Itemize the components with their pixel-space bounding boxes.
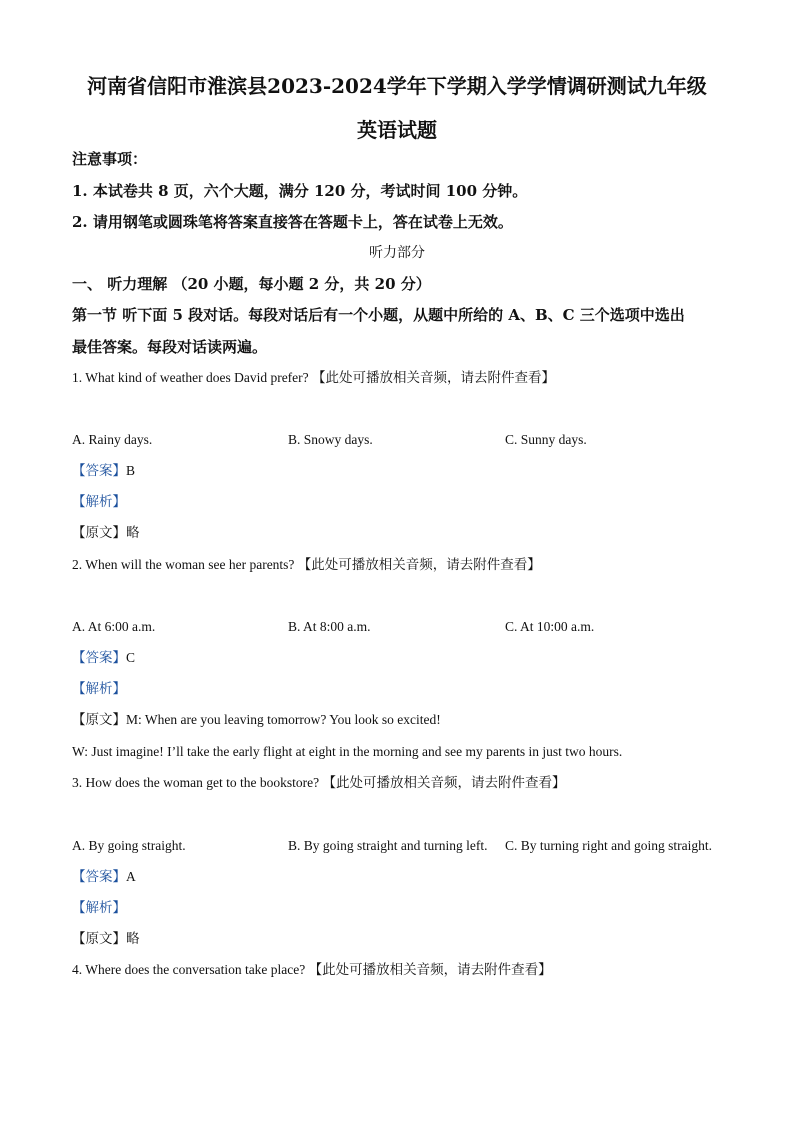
analysis-label: 【解析】 [72, 494, 126, 509]
question-3-stem: 3. How does the woman get to the bookstore? 【此处可播放相关音频，请去附件查看】 [72, 775, 566, 790]
notes-heading: 注意事项： [72, 150, 148, 168]
question-2-option-b: B. At 8:00 a.m. [288, 619, 371, 634]
question-3-answer [72, 868, 136, 886]
question-1-answer [72, 462, 135, 480]
answer-value: B [126, 463, 136, 478]
question-4-stem: 4. Where does the conversation take place? 【此处可播放相关音频，请去附件查看】 [72, 962, 552, 977]
question-3-original [72, 930, 140, 948]
analysis-label: 【解析】 [72, 900, 126, 915]
question-3-option-c: C. By turning right and going straight. [505, 838, 712, 853]
question-3-analysis [72, 899, 126, 917]
original-text: M: When are you leaving tomorrow? You look so excited! [126, 712, 441, 727]
original-text: 略 [126, 525, 140, 540]
original-label: 【原文】 [72, 712, 126, 727]
original-label: 【原文】 [72, 525, 126, 540]
answer-value: A [126, 869, 136, 884]
exam-title: 河南省信阳市淮滨县2023-2024学年下学期入学学情调研测试九年级 [87, 74, 707, 98]
subsection-1-instruction-line-1: 第一节 听下面 5 段对话。每段对话后有一个小题，从题中所给的 A、B、C 三个选项中选出 [72, 306, 685, 324]
question-2-option-c: C. At 10:00 a.m. [505, 619, 595, 634]
original-text: 略 [126, 931, 140, 946]
listening-section-title: 听力部分 [369, 245, 425, 261]
question-2-option-a: A. At 6:00 a.m. [72, 619, 156, 634]
part-1-title: 一、 听力理解 （20 小题，每小题 2 分，共 20 分） [72, 275, 431, 293]
question-2-analysis [72, 680, 126, 698]
exam-subject-title: 英语试题 [357, 118, 437, 142]
question-2-stem: 2. When will the woman see her parents? 【此处可播放相关音频，请去附件查看】 [72, 557, 541, 572]
question-1-analysis [72, 493, 126, 511]
question-2-original-line-2: W: Just imagine! I’ll take the early flight at eight in the morning and see my parents in just two hours. [72, 744, 623, 759]
subsection-1-instruction-line-2: 最佳答案。每段对话读两遍。 [72, 338, 268, 356]
notes-item-1: 1. 本试卷共 8 页，六个大题，满分 120 分，考试时间 100 分钟。 [72, 182, 528, 200]
analysis-label: 【解析】 [72, 681, 126, 696]
question-1-option-a: A. Rainy days. [72, 432, 153, 447]
answer-label: 【答案】 [72, 650, 126, 665]
question-1-option-b: B. Snowy days. [288, 432, 373, 447]
question-2-answer [72, 649, 135, 667]
question-1-original [72, 524, 140, 542]
answer-value: C [126, 650, 136, 665]
question-2-original [72, 711, 441, 729]
question-1-option-c: C. Sunny days. [505, 432, 587, 447]
question-1-stem: 1. What kind of weather does David prefer? 【此处可播放相关音频，请去附件查看】 [72, 370, 556, 385]
original-label: 【原文】 [72, 931, 126, 946]
question-3-option-b: B. By going straight and turning left. [288, 838, 488, 853]
notes-item-2: 2. 请用钢笔或圆珠笔将答案直接答在答题卡上，答在试卷上无效。 [72, 213, 513, 231]
question-3-option-a: A. By going straight. [72, 838, 186, 853]
answer-label: 【答案】 [72, 463, 126, 478]
answer-label: 【答案】 [72, 869, 126, 884]
